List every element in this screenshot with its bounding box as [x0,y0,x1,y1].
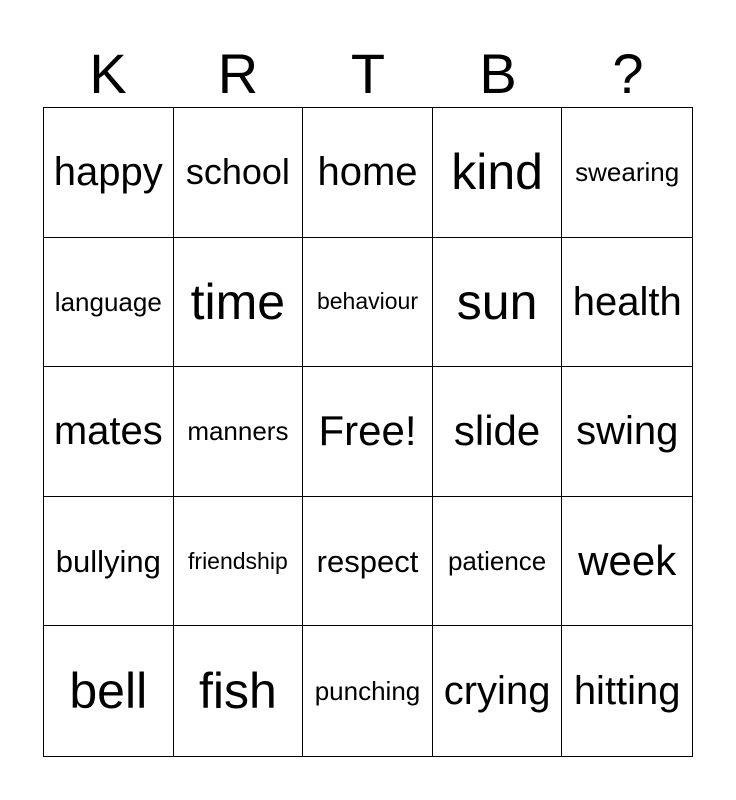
header-letter-2: R [217,42,259,105]
bingo-cell[interactable]: mates [44,367,174,497]
header-letter-4: B [479,42,517,105]
free-space-cell[interactable]: Free! [303,367,433,497]
bingo-cell[interactable]: punching [303,626,433,756]
bingo-cell[interactable]: kind [433,108,563,238]
bingo-cell[interactable]: respect [303,497,433,627]
bingo-cell[interactable]: hitting [573,669,681,714]
bingo-header [43,40,693,108]
bingo-cell[interactable]: swearing [562,108,692,238]
header-letter-1: K [89,42,127,105]
header-letter-3: T [350,42,386,105]
bingo-cell[interactable]: sun [433,238,563,368]
bingo-cell[interactable]: bell [44,626,174,756]
bingo-cell[interactable]: crying [433,626,563,756]
bingo-cell[interactable]: school [174,108,304,238]
bingo-cell[interactable]: friendship [174,497,304,627]
bingo-board [43,107,693,757]
bingo-cell[interactable]: slide [433,367,563,497]
bingo-cell[interactable]: health [562,238,692,368]
bingo-cell[interactable]: patience [433,497,563,627]
bingo-cell[interactable]: bullying [44,497,174,627]
bingo-cell[interactable]: happy [44,108,174,238]
bingo-cell[interactable]: swing [562,367,692,497]
bingo-cell[interactable]: time [174,238,304,368]
bingo-cell[interactable]: manners [174,367,304,497]
header-letter-5: ? [612,42,644,105]
bingo-cell[interactable]: behaviour [303,238,433,368]
bingo-cell[interactable]: language [44,238,174,368]
bingo-cell[interactable]: week [562,497,692,627]
bingo-cell[interactable]: home [303,108,433,238]
bingo-cell[interactable]: fish [174,626,304,756]
